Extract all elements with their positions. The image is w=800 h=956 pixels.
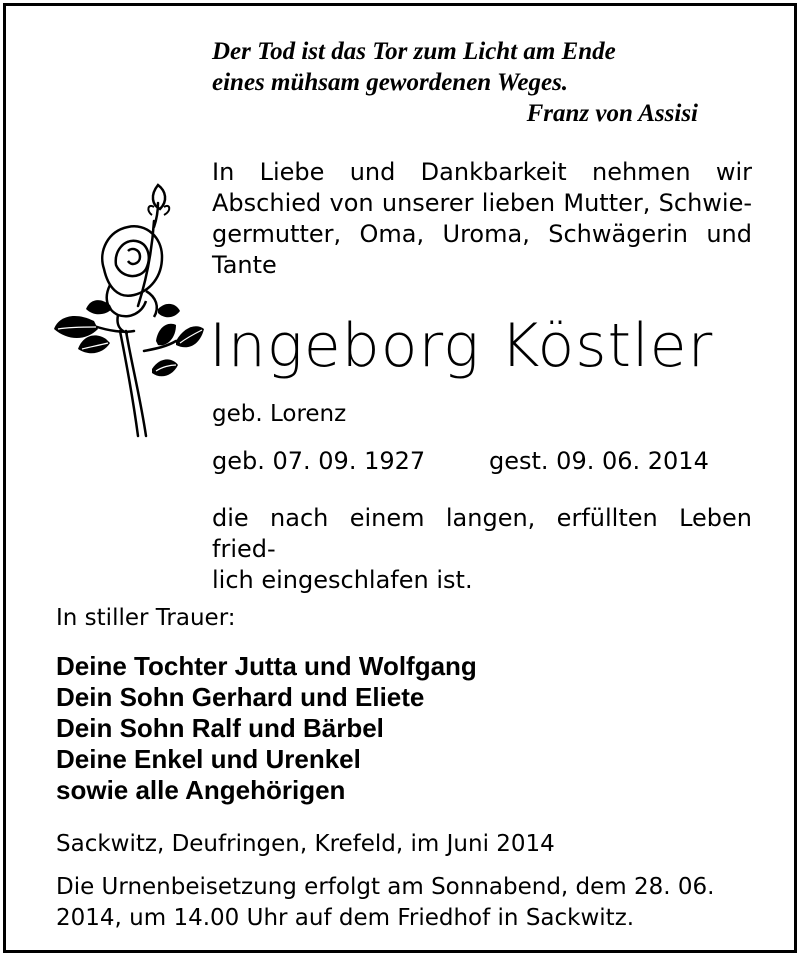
- intro-line: Abschied von unserer lieben Mutter, Schwie-: [212, 189, 752, 217]
- birth-date: geb. 07. 09. 1927: [212, 447, 426, 475]
- intro-line: In Liebe und Dankbarkeit nehmen wir: [212, 158, 752, 186]
- maiden-name: geb. Lorenz: [212, 401, 347, 427]
- life-dates: [212, 446, 732, 476]
- burial-line: Die Urnenbeisetzung erfolgt am Sonnabend, dem 28. 06.: [56, 874, 715, 900]
- quote-block: [212, 36, 702, 129]
- passing-line: die nach einem langen, erfüllten Leben fried-: [212, 504, 752, 563]
- burial-line: 2014, um 14.00 Uhr auf dem Friedhof in Sackwitz.: [56, 905, 635, 931]
- burial-notice: [56, 872, 776, 934]
- intro-line: Tante: [212, 251, 277, 279]
- quote-line: eines mühsam gewordenen Weges.: [212, 69, 569, 96]
- mourner-entry: Deine Tochter Jutta und Wolfgang: [56, 651, 477, 681]
- death-date: gest. 09. 06. 2014: [489, 447, 709, 475]
- quote-author: Franz von Assisi: [526, 100, 698, 127]
- passing-text: [212, 503, 752, 596]
- intro-text: [212, 157, 752, 281]
- passing-line: lich eingeschlafen ist.: [212, 566, 473, 594]
- quote-line: Der Tod ist das Tor zum Licht am Ende: [212, 38, 616, 65]
- deceased-name: Ingeborg Köstler: [209, 311, 714, 381]
- mourner-entry: Dein Sohn Ralf und Bärbel: [56, 713, 384, 743]
- mourners-list: [56, 651, 477, 806]
- intro-line: germutter, Oma, Uroma, Schwägerin und: [212, 220, 752, 248]
- rose-icon: [54, 181, 204, 441]
- mourner-entry: Deine Enkel und Urenkel: [56, 744, 361, 774]
- mourner-entry: Dein Sohn Gerhard und Eliete: [56, 682, 425, 712]
- mourning-label: In stiller Trauer:: [56, 605, 236, 631]
- obituary-notice: [3, 3, 797, 953]
- place-and-date: Sackwitz, Deufringen, Krefeld, im Juni 2014: [56, 831, 555, 857]
- mourner-entry: sowie alle Angehörigen: [56, 775, 346, 805]
